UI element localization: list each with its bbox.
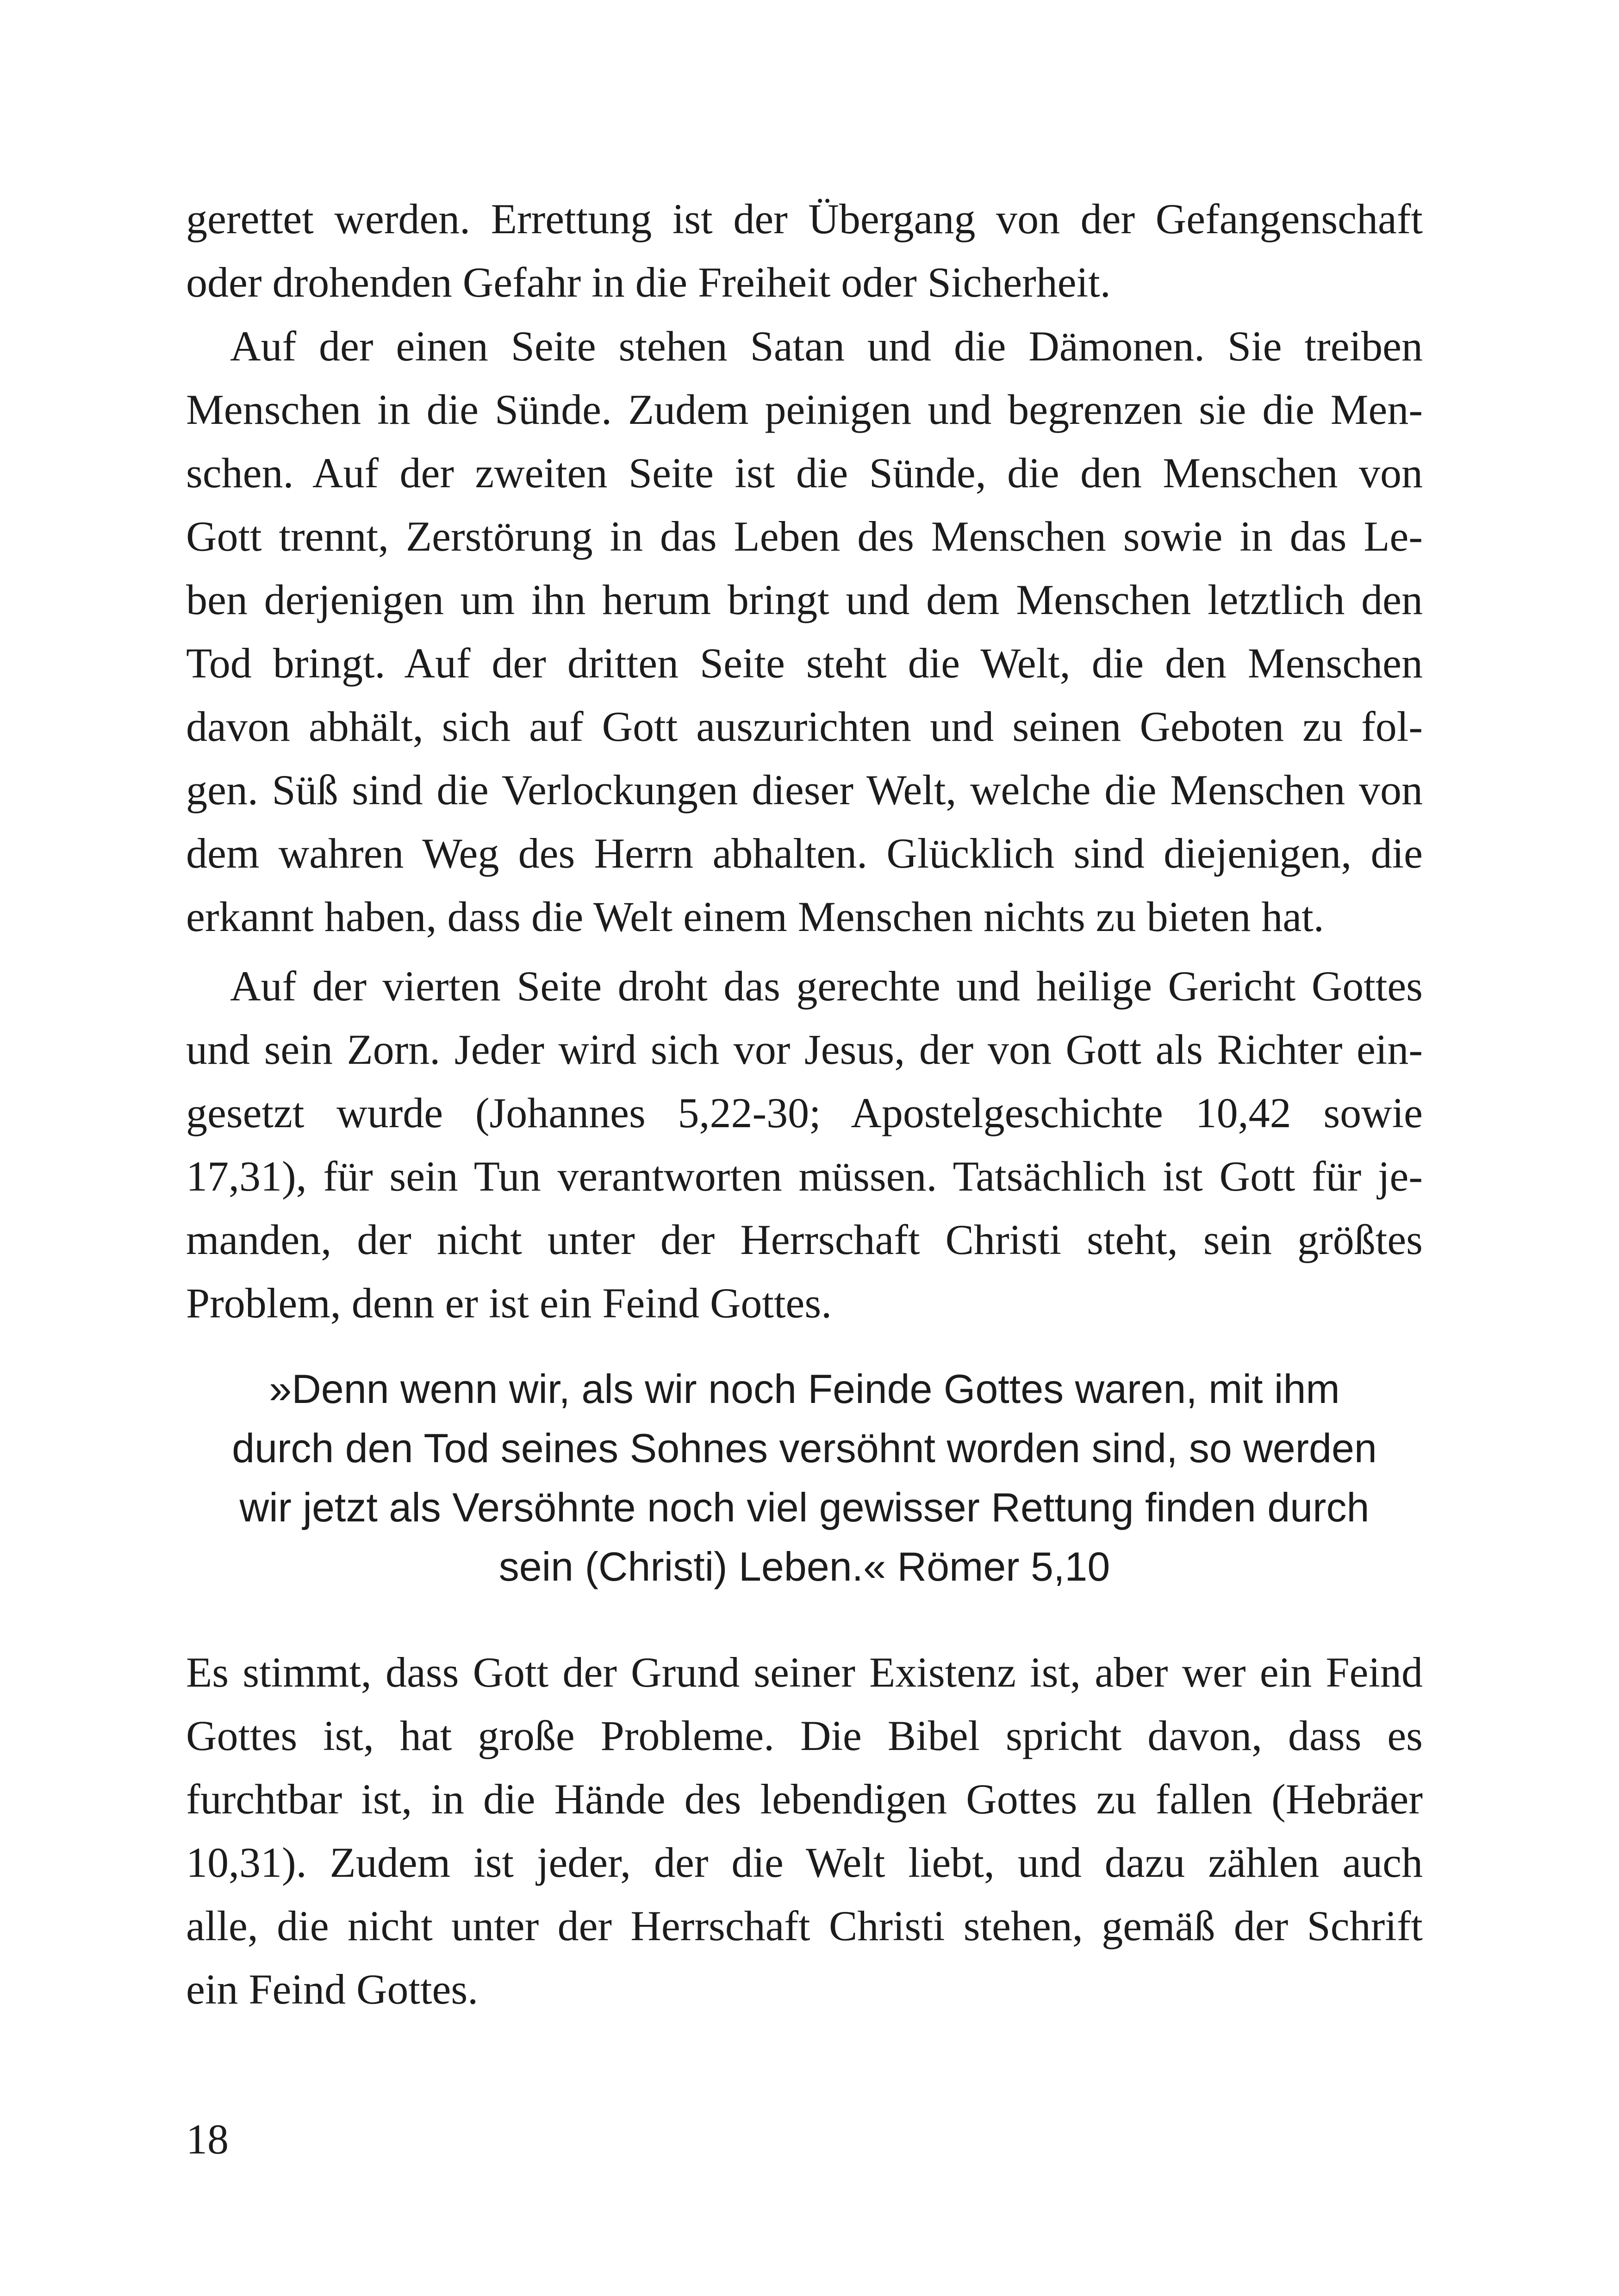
quote-line: sein (Christi) Leben.« Römer 5,10 — [498, 1544, 1110, 1589]
paragraph-line: furchtbar ist, in die Hände des lebendigen Gottes zu fallen (Hebräer — [186, 1775, 1423, 1823]
quote-line: durch den Tod seines Sohnes versöhnt worden sind, so werden — [232, 1425, 1377, 1471]
paragraph-line: Problem, denn er ist ein Feind Gottes. — [186, 1279, 832, 1327]
paragraph-line: Tod bringt. Auf der dritten Seite steht die Welt, die den Menschen — [186, 639, 1423, 687]
paragraph-4 — [186, 1641, 1423, 2021]
quote-line: »Denn wenn wir, als wir noch Feinde Gottes waren, mit ihm — [269, 1366, 1340, 1412]
paragraph-line: ein Feind Gottes. — [186, 1966, 479, 2013]
paragraph-2 — [186, 315, 1423, 949]
paragraph-line: Auf der einen Seite stehen Satan und die Dämonen. Sie treiben — [230, 323, 1423, 370]
paragraph-line: Gott trennt, Zerstörung in das Leben des Menschen sowie in das Le- — [186, 513, 1423, 560]
paragraph-line: schen. Auf der zweiten Seite ist die Sünde, die den Menschen von — [186, 449, 1423, 496]
paragraph-line: Auf der vierten Seite droht das gerechte und heilige Gericht Gottes — [230, 962, 1423, 1010]
page-number: 18 — [186, 2116, 229, 2163]
paragraph-line: Es stimmt, dass Gott der Grund seiner Existenz ist, aber wer ein Feind — [186, 1649, 1423, 1696]
paragraph-line: manden, der nicht unter der Herrschaft Christi steht, sein größtes — [186, 1216, 1423, 1263]
paragraph-line: alle, die nicht unter der Herrschaft Christi stehen, gemäß der Schrift — [186, 1902, 1423, 1949]
paragraph-line: gen. Süß sind die Verlockungen dieser Welt, welche die Menschen von — [186, 766, 1423, 813]
paragraph-line: und sein Zorn. Jeder wird sich vor Jesus, der von Gott als Richter ein- — [186, 1026, 1423, 1073]
paragraph-3 — [186, 955, 1423, 1335]
paragraph-line: gerettet werden. Errettung ist der Übergang von der Gefangenschaft — [186, 195, 1423, 242]
paragraph-line: erkannt haben, dass die Welt einem Menschen nichts zu bieten hat. — [186, 893, 1324, 940]
bible-quote — [186, 1359, 1423, 1596]
paragraph-line: 17,31), für sein Tun verantworten müssen. Tatsächlich ist Gott für je- — [186, 1153, 1423, 1200]
paragraph-line: ben derjenigen um ihn herum bringt und dem Menschen letztlich den — [186, 576, 1423, 623]
paragraph-line: dem wahren Weg des Herrn abhalten. Glücklich sind diejenigen, die — [186, 830, 1423, 877]
paragraph-line: oder drohenden Gefahr in die Freiheit oder Sicherheit. — [186, 259, 1111, 306]
paragraph-line: gesetzt wurde (Johannes 5,22-30; Apostelgeschichte 10,42 sowie — [186, 1089, 1423, 1136]
paragraph-line: davon abhält, sich auf Gott auszurichten und seinen Geboten zu fol- — [186, 703, 1423, 750]
paragraph-line: 10,31). Zudem ist jeder, der die Welt liebt, und dazu zählen auch — [186, 1839, 1423, 1886]
quote-line: wir jetzt als Versöhnte noch viel gewisser Rettung finden durch — [239, 1484, 1370, 1530]
paragraph-line: Gottes ist, hat große Probleme. Die Bibel spricht davon, dass es — [186, 1712, 1423, 1759]
paragraph-1 — [186, 187, 1423, 314]
paragraph-line: Menschen in die Sünde. Zudem peinigen und begrenzen sie die Men- — [186, 386, 1423, 433]
